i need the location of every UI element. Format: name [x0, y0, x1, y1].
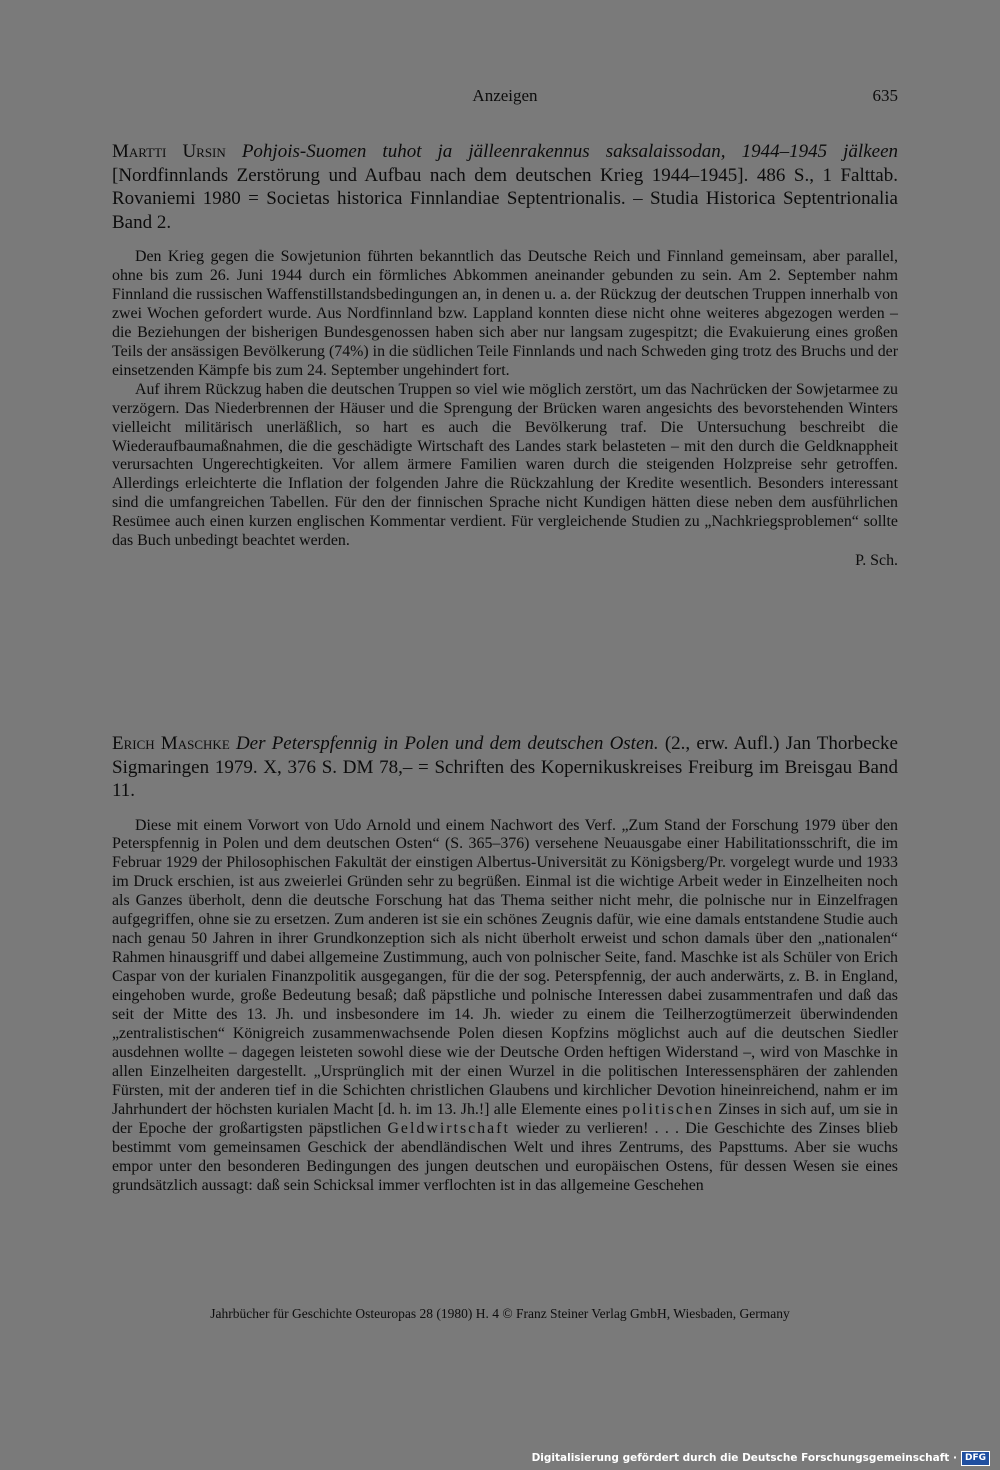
paragraph-text: wieder zu verlieren! . . . Die Geschichte des Zinses blieb bestimmt vom gemeinsamen Geschick der abendländischen Welt und ihres Zentrums, des Papsttums. Aber sie wuchs empor unter den besonderen Bedingungen des jungen deutschen und europäischen Ostens, für dessen Wesen sie eines grundsätzlich aussagt: daß sein Schicksal immer verflochten ist in das allgemeine Geschehen	[112, 1119, 898, 1194]
review-paragraph: Den Krieg gegen die Sowjetunion führten bekanntlich das Deutsche Reich und Finnland gemeinsam, aber parallel, ohne bis zum 26. Juni 1944 durch ein förmliches Abkommen aneinander gebunden zu sein. Am 2. September nahm Finnland die russischen Waffenstillstandsbedingungen an, in denen u. a. der Rückzug der deutschen Truppen innerhalb von zwei Wochen gefordert wurde. Aus Nordfinnland bzw. Lappland konnten diese nicht ohne weiteres abgezogen werden – die Beziehungen der bisherigen Bundesgenossen haben sich aber nur langsam zugespitzt; die Evakuierung eines großen Teils der ansässigen Bevölkerung (74%) in die südlichen Teile Finnlands und nach Schweden ging trotz des Bruchs und der einsetzenden Kämpfe bis zum 24. September ungehindert fort.	[112, 248, 898, 379]
review-body	[112, 248, 898, 551]
journal-imprint: Jahrbücher für Geschichte Osteuropas 28 (1980) H. 4 © Franz Steiner Verlag GmbH, Wiesbaden, Germany	[210, 1306, 790, 1321]
book-details: (2., erw. Aufl.) Jan Thorbecke Sigmaringen 1979. X, 376 S. DM 78,– = Schriften des Kopernikuskreises Freiburg im Breisgau Band 11.	[112, 733, 898, 801]
review-paragraph	[112, 817, 898, 1196]
dfg-logo: DFG	[961, 1451, 990, 1466]
emphasized-word: politischen	[622, 1100, 714, 1118]
book-title: Pohjois-Suomen tuhot ja jälleenrakennus saksalaissodan, 1944–1945 jälkeen	[241, 141, 899, 162]
author-first-name: Erich	[112, 733, 155, 754]
book-title: Der Peterspfennig in Polen und dem deutschen Osten.	[235, 733, 659, 754]
citation	[112, 732, 898, 803]
author-first-name: Martti	[112, 141, 167, 162]
running-header	[112, 86, 898, 112]
paragraph-text: Diese mit einem Vorwort von Udo Arnold und einem Nachwort des Verf. „Zum Stand der Forschung 1979 über den Peterspfennig in Polen und dem deutschen Osten“ (S. 365–376) versehene Neuausgabe einer Habilitationsschrift, die im Februar 1929 der Philosophischen Fakultät der einstigen Albertus-Universität zu Königsberg/Pr. vorgelegt wurde und 1933 im Druck erschien, ist aus zweierlei Gründen sehr zu begrüßen. Einmal ist die wichtige Arbeit weder in Einzelheiten noch als Ganzes überholt, denn die deutsche Forschung hat das Thema seither nicht mehr, die polnische nur in Einzelfragen aufgegriffen, ohne sie zu ersetzen. Zum anderen ist sie ein schönes Zeugnis dafür, wie eine damals entstandene Studie auch nach genau 50 Jahren in ihrer Grundkonzeption sich als nicht überholt erweist und schon damals über den „nationalen“ Rahmen hinausgriff und dabei allgemeine Zustimmung, auch von polnischer Seite, fand. Maschke ist als Schüler von Erich Caspar von der kurialen Finanzpolitik ausgegangen, für die der sog. Peterspfennig, der auch anderwärts, z. B. in England, eingehoben wurde, große Bedeutung besaß; daß päpstliche und polnische Interessen dabei zusammentrafen und daß das seit der Mitte des 13. Jh. und insbesondere im 14. Jh. wieder zu einem die Teilherzogtümerzeit überwindenden „zentralistischen“ Königreich zusammenwachsende Polen diesen Kopfzins möglichst auch auf die deutschen Siedler ausdehnen wollte – dagegen leisteten sowohl diese wie der Deutsche Orden heftigen Widerstand –, wird von Maschke in allen Einzelheiten dargestellt. „Ursprünglich mit der einen Wurzel in die politischen Interessensphären der zahlenden Fürsten, mit der anderen tief in die Schichten christlichen Glaubens und kirchlicher Devotion hineinreichend, nahm er im Jahrhundert der höchsten kurialen Macht [d. h. im 13. Jh.!] alle Elemente eines	[112, 816, 898, 1118]
review-body	[112, 817, 898, 1196]
reviewer-signature: P. Sch.	[855, 552, 898, 570]
review-entry-1	[112, 140, 898, 570]
citation	[112, 140, 898, 234]
page-number: 635	[872, 86, 898, 105]
credit-text: Digitalisierung gefördert durch die Deutsche Forschungsgemeinschaft ·	[531, 1452, 957, 1464]
review-paragraph: Auf ihrem Rückzug haben die deutschen Truppen so viel wie möglich zerstört, um das Nachrücken der Sowjetarmee zu verzögern. Das Niederbrennen der Häuser und die Sprengung der Brücken waren angesichts des bevorstehenden Winters vielleicht militärisch unerläßlich, so hart es auch die Bevölkerung traf. Die Untersuchung beschreibt die Wiederaufbaumaßnahmen, die die geschädigte Wirtschaft des Landes stark belasteten – mit den durch die Geldknappheit verursachten Ungerechtigkeiten. Vor allem ärmere Familien waren durch die steigenden Holzpreise sehr getroffen. Allerdings erleichterte die Inflation der folgenden Jahre die Rückzahlung der Kredite wesentlich. Besonders interessant sind die umfangreichen Tabellen. Für den der finnischen Sprache nicht Kundigen hätten diese neben dem ausführlichen Resümee auch einen kurzen englischen Kommentar verdient. Für vergleichende Studien zu „Nachkriegsproblemen“ sollte das Buch unbedingt beachtet werden.	[112, 380, 898, 550]
author-last-name: Ursin	[182, 141, 226, 162]
review-entry-2	[112, 732, 898, 1196]
paragraph-text: Zinses in sich auf, um sie in der Epoche der großartigsten päpstlichen	[112, 1100, 898, 1137]
digitization-credit	[532, 1451, 990, 1465]
emphasized-word: Geldwirtschaft	[387, 1119, 510, 1137]
running-title: Anzeigen	[472, 86, 538, 105]
author-last-name: Maschke	[160, 733, 230, 754]
book-details: [Nordfinnlands Zerstörung und Aufbau nach dem deutschen Krieg 1944–1945]. 486 S., 1 Falttab. Rovaniemi 1980 = Societas historica Finnlandiae Septentrionalis. – Studia Historica Septentrionalia Band 2.	[112, 164, 898, 233]
